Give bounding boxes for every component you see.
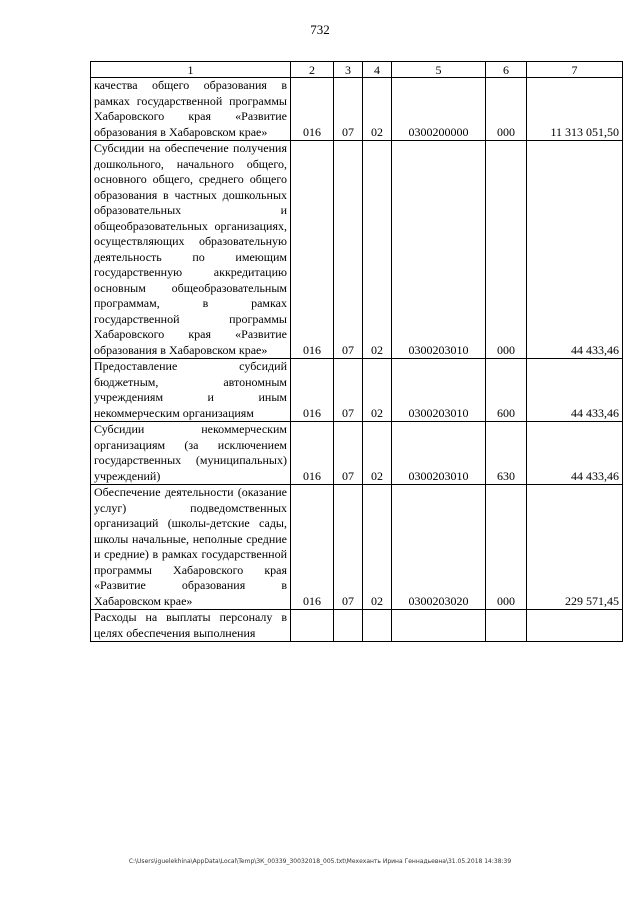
row-description: Обеспечение деятельности (оказание услуг) подведомственных организаций (школы-детские сады, школы начальные, неполные средние и средние) в рамках государственной программы Хабаровского края «Развитие образования в Хабаровском крае» <box>91 485 291 610</box>
section-code: 07 <box>334 141 363 359</box>
target-article-code: 0300203010 <box>392 359 486 422</box>
subsection-code: 02 <box>363 422 392 485</box>
subsection-code: 02 <box>363 78 392 141</box>
subsection-code: 02 <box>363 141 392 359</box>
column-header: 1 <box>91 62 291 78</box>
section-code: 07 <box>334 78 363 141</box>
file-path-footer: C:\Users\iguelekhina\AppData\Local\Temp\ЗК_00339_30032018_005.txt\Мехеханть Ирина Геннадьевна\31.05.2018 14:38:39 <box>128 858 512 865</box>
expense-type-code: 000 <box>486 141 527 359</box>
subsection-code <box>363 610 392 642</box>
amount: 44 433,46 <box>527 141 623 359</box>
column-header: 2 <box>291 62 334 78</box>
ministry-code: 016 <box>291 422 334 485</box>
table-row <box>91 485 623 610</box>
expense-type-code: 630 <box>486 422 527 485</box>
amount: 229 571,45 <box>527 485 623 610</box>
subsection-code: 02 <box>363 485 392 610</box>
section-code: 07 <box>334 485 363 610</box>
table-row <box>91 359 623 422</box>
row-description: качества общего образования в рамках государственной программы Хабаровского края «Развитие образования в Хабаровском крае» <box>91 78 291 141</box>
section-code: 07 <box>334 422 363 485</box>
row-description: Субсидии некоммерческим организациям (за исключением государственных (муниципальных) учреждений) <box>91 422 291 485</box>
target-article-code: 0300200000 <box>392 78 486 141</box>
ministry-code: 016 <box>291 359 334 422</box>
header-row <box>91 62 623 78</box>
column-header: 6 <box>486 62 527 78</box>
row-description: Субсидии на обеспечение получения дошкольного, начального общего, основного общего, среднего общего образования в частных дошкольных образовательных и общеобразовательных организациях, осуществляющих образовательную деятельность по имеющим государственную аккредитацию основным общеобразовательным программам, в рамках государственной программы Хабаровского края «Развитие образования в Хабаровском крае» <box>91 141 291 359</box>
target-article-code: 0300203010 <box>392 141 486 359</box>
table-row <box>91 610 623 642</box>
row-description: Расходы на выплаты персоналу в целях обеспечения выполнения <box>91 610 291 642</box>
column-header: 7 <box>527 62 623 78</box>
expense-type-code: 000 <box>486 78 527 141</box>
table-row <box>91 422 623 485</box>
table-row <box>91 141 623 359</box>
target-article-code: 0300203020 <box>392 485 486 610</box>
column-header: 5 <box>392 62 486 78</box>
expense-type-code: 000 <box>486 485 527 610</box>
column-header: 3 <box>334 62 363 78</box>
ministry-code: 016 <box>291 485 334 610</box>
column-header: 4 <box>363 62 392 78</box>
page-number: 732 <box>310 22 330 37</box>
ministry-code: 016 <box>291 141 334 359</box>
row-description: Предоставление субсидий бюджетным, автономным учреждениям и иным некоммерческим организациям <box>91 359 291 422</box>
amount: 44 433,46 <box>527 422 623 485</box>
expense-type-code <box>486 610 527 642</box>
amount: 11 313 051,50 <box>527 78 623 141</box>
table-row <box>91 78 623 141</box>
amount <box>527 610 623 642</box>
section-code <box>334 610 363 642</box>
ministry-code <box>291 610 334 642</box>
ministry-code: 016 <box>291 78 334 141</box>
target-article-code: 0300203010 <box>392 422 486 485</box>
target-article-code <box>392 610 486 642</box>
section-code: 07 <box>334 359 363 422</box>
expense-type-code: 600 <box>486 359 527 422</box>
amount: 44 433,46 <box>527 359 623 422</box>
subsection-code: 02 <box>363 359 392 422</box>
budget-table <box>90 61 623 642</box>
